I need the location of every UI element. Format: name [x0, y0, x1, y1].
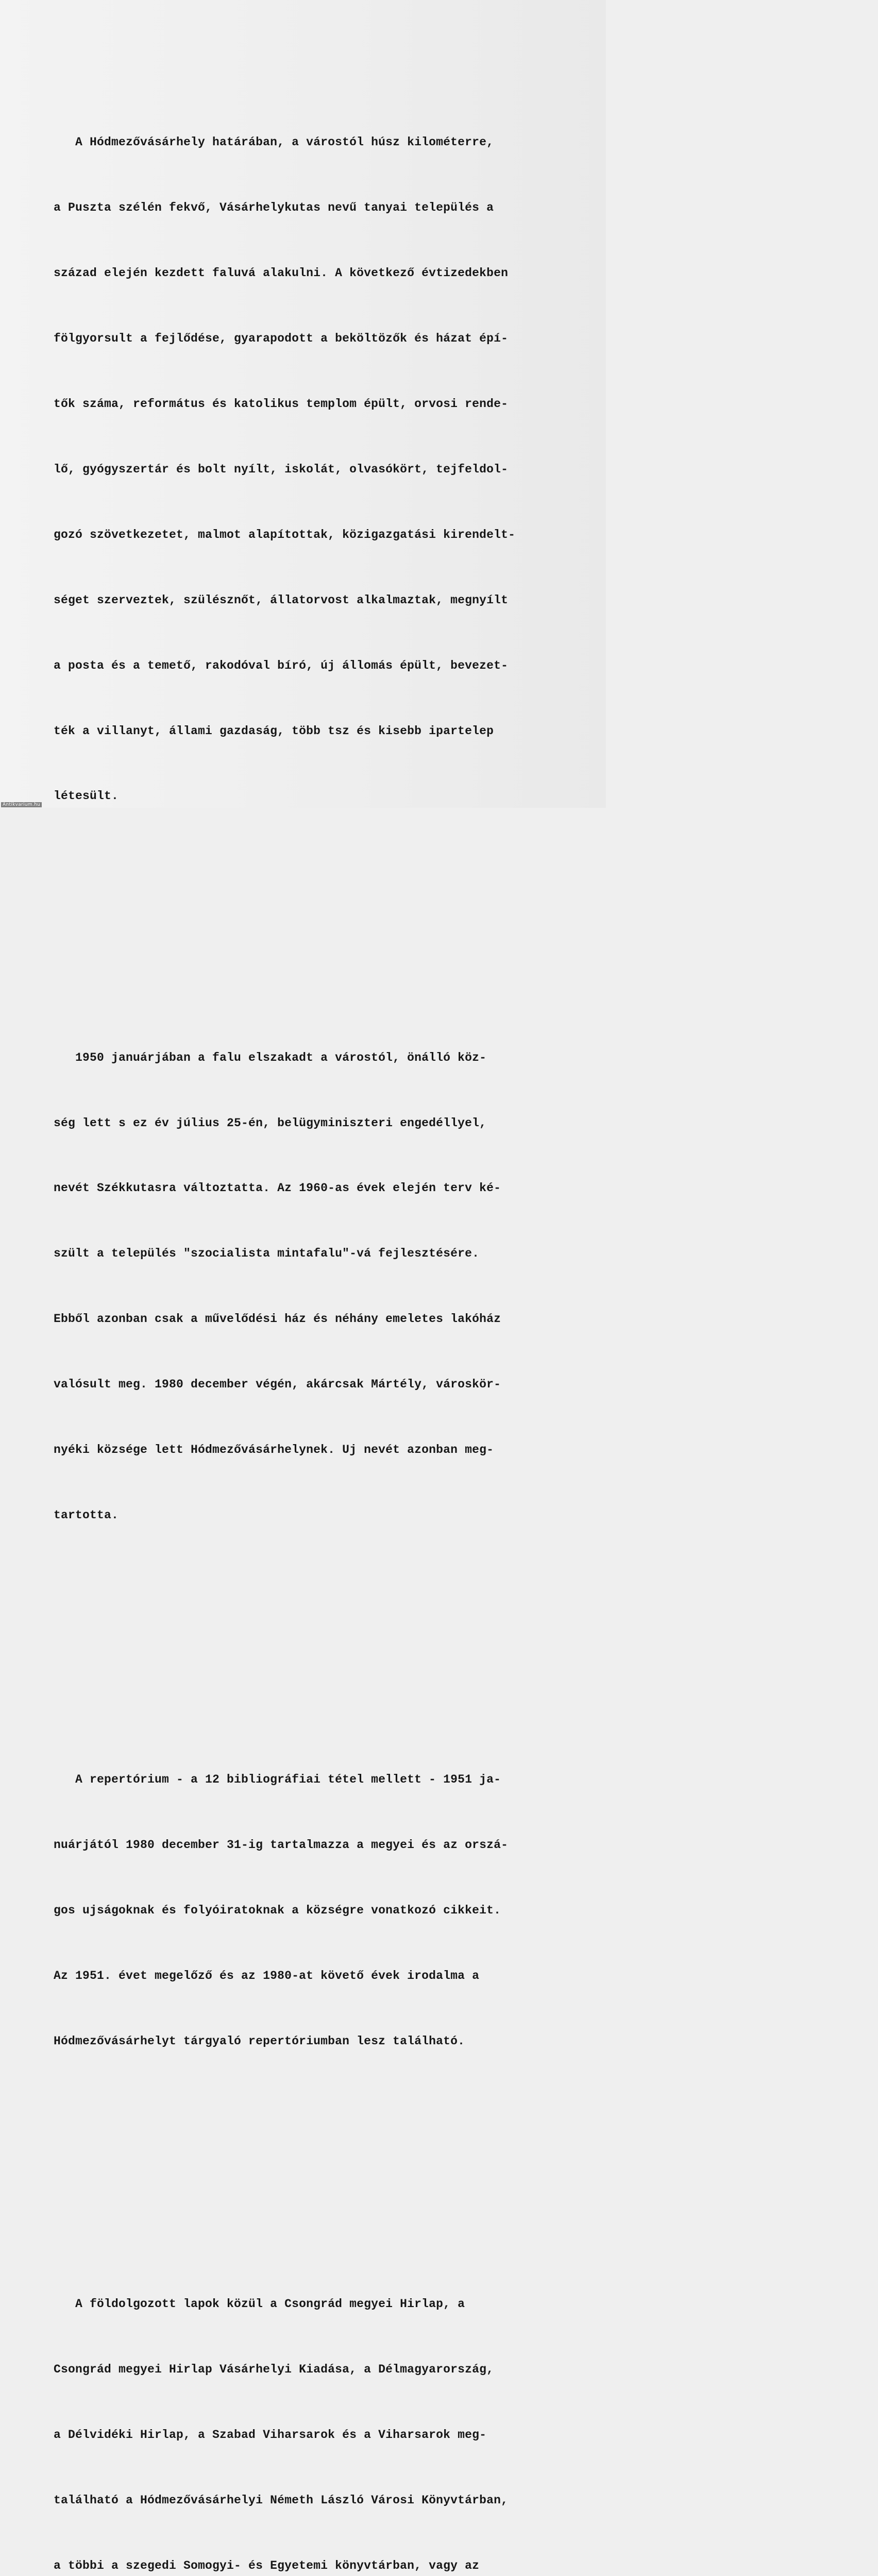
- text-line: valósult meg. 1980 december végén, akárcsak Mártély, városkör-: [54, 1378, 501, 1392]
- text-line: létesült.: [54, 789, 119, 803]
- paragraph-history-1950: [54, 1003, 548, 1570]
- text-line: a Puszta szélén fekvő, Vásárhelykutas nevű tanyai település a: [54, 201, 494, 215]
- text-line: nuárjától 1980 december 31-ig tartalmazza a megyei és az orszá-: [54, 1838, 509, 1852]
- text-line: gos ujságoknak és folyóiratoknak a községre vonatkozó cikkeit.: [54, 1903, 501, 1917]
- paragraph-spacer: [54, 1635, 548, 1660]
- text-line: A földolgozott lapok közül a Csongrád megyei Hirlap, a: [54, 2297, 465, 2311]
- text-line: tők száma, református és katolikus templom épült, orvosi rende-: [54, 397, 509, 411]
- text-line: gozó szövetkezetet, malmot alapítottak, közigazgatási kirendelt-: [54, 528, 516, 541]
- typewritten-text: [54, 23, 548, 2576]
- paragraph-repertorium: [54, 1725, 548, 2096]
- paragraph-spacer: [54, 2161, 548, 2184]
- text-line: század elején kezdett faluvá alakulni. A következő évtizedekben: [54, 266, 509, 280]
- text-line: nevét Székkutasra változtatta. Az 1960-as évek elején terv ké-: [54, 1181, 501, 1195]
- text-line: Ebből azonban csak a művelődési ház és néhány emeletes lakóház: [54, 1312, 501, 1326]
- text-line: 1950 januárjában a falu elszakadt a várostól, önálló köz-: [54, 1050, 487, 1064]
- text-line: Az 1951. évet megelőző és az 1980-at követő évek irodalma a: [54, 1969, 480, 1982]
- text-line: szült a település "szocialista mintafalu"-vá fejlesztésére.: [54, 1247, 480, 1261]
- text-line: tartotta.: [54, 1508, 119, 1522]
- text-line: Hódmezővásárhelyt tárgyaló repertóriumban lesz található.: [54, 2034, 465, 2048]
- text-line: ség lett s ez év július 25-én, belügyminiszteri engedéllyel,: [54, 1116, 487, 1130]
- text-line: található a Hódmezővásárhelyi Németh László Városi Könyvtárban,: [54, 2493, 509, 2507]
- text-line: lő, gyógyszertár és bolt nyílt, iskolát, olvasókört, tejfeldol-: [54, 462, 509, 476]
- paragraph-sources: [54, 2249, 548, 2576]
- text-line: A Hódmezővásárhely határában, a várostól húsz kilométerre,: [54, 135, 494, 149]
- paragraph-spacer: [54, 916, 548, 938]
- text-line: séget szerveztek, szülésznőt, állatorvost alkalmaztak, megnyílt: [54, 593, 509, 607]
- text-line: fölgyorsult a fejlődése, gyarapodott a beköltözők és házat épí-: [54, 332, 509, 346]
- text-line: nyéki községe lett Hódmezővásárhelynek. Uj nevét azonban meg-: [54, 1443, 494, 1456]
- text-line: a posta és a temető, rakodóval bíró, új állomás épült, bevezet-: [54, 658, 509, 672]
- text-line: ték a villanyt, állami gazdaság, több tsz és kisebb ipartelep: [54, 724, 494, 738]
- text-line: a Délvidéki Hirlap, a Szabad Viharsarok és a Viharsarok meg-: [54, 2428, 487, 2442]
- watermark-label: Antikvarium.hu: [1, 802, 42, 807]
- paragraph-intro: [54, 88, 548, 851]
- text-line: Csongrád megyei Hirlap Vásárhelyi Kiadása, a Délmagyarország,: [54, 2362, 494, 2376]
- text-line: a többi a szegedi Somogyi- és Egyetemi könyvtárban, vagy az: [54, 2558, 480, 2572]
- text-line: A repertórium - a 12 bibliográfiai tétel mellett - 1951 ja-: [54, 1773, 501, 1787]
